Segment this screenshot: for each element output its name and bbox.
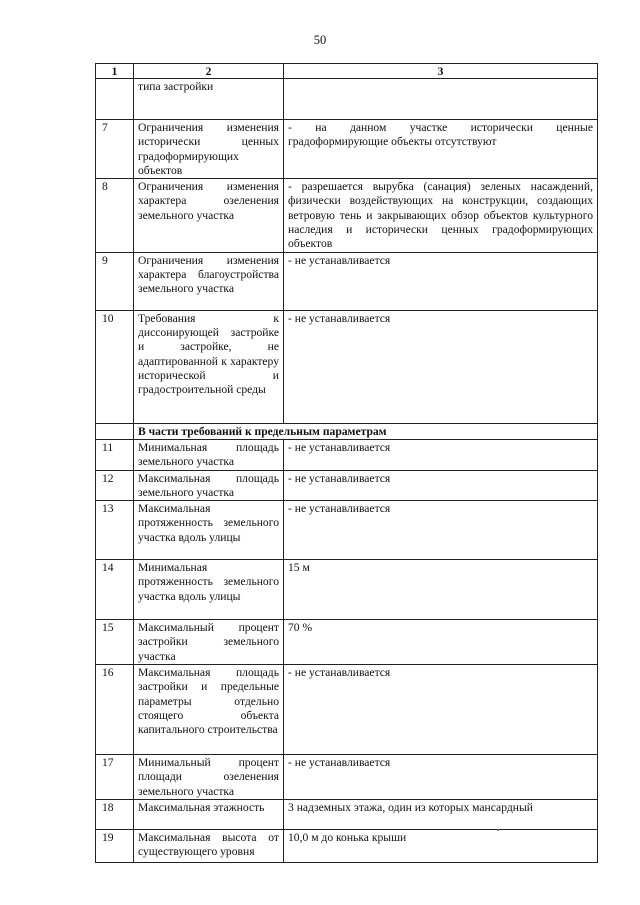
section-row [96, 423, 598, 439]
row-number: 13 [96, 501, 134, 560]
section-number-cell [96, 423, 134, 439]
table-row [96, 501, 598, 560]
table-row [96, 799, 598, 829]
row-value: - не устанавливается [284, 310, 598, 423]
row-number: 12 [96, 470, 134, 501]
header-col-1: 1 [96, 64, 134, 79]
header-col-2: 2 [134, 64, 284, 79]
row-number: 7 [96, 120, 134, 179]
scan-speck [497, 829, 499, 831]
row-value: - не устанавливается [284, 501, 598, 560]
row-name: Ограничения изменения исторически ценных градоформирующих объектов [134, 120, 284, 179]
row-number: 14 [96, 560, 134, 620]
row-value: 3 надземных этажа, один из которых мансардный [284, 799, 598, 829]
table-row [96, 179, 598, 252]
row-number: 9 [96, 252, 134, 310]
table-row [96, 755, 598, 800]
row-name: Максимальная этажность [134, 799, 284, 829]
row-number: 19 [96, 829, 134, 862]
row-name: Максимальный процент застройки земельного участка [134, 620, 284, 665]
row-name: Минимальный процент площади озеленения земельного участка [134, 755, 284, 800]
row-number: 8 [96, 179, 134, 252]
row-number: 15 [96, 620, 134, 665]
row-name: Максимальная высота от существующего уровня [134, 829, 284, 862]
row-value: - не устанавливается [284, 252, 598, 310]
row-value: - не устанавливается [284, 755, 598, 800]
table-row [96, 439, 598, 470]
row-name: Максимальная площадь застройки и предельные параметры отдельно стоящего объекта капитального строительства [134, 665, 284, 755]
row-name: Ограничения изменения характера озеленения земельного участка [134, 179, 284, 252]
row-name: Ограничения изменения характера благоустройства земельного участка [134, 252, 284, 310]
row-number: 18 [96, 799, 134, 829]
row-number: 17 [96, 755, 134, 800]
row-name: Минимальная протяженность земельного участка вдоль улицы [134, 560, 284, 620]
row-value: - на данном участке исторически ценные градоформирующие объекты отсутствуют [284, 120, 598, 179]
table-row [96, 79, 598, 120]
row-name: Максимальная протяженность земельного участка вдоль улицы [134, 501, 284, 560]
row-value: - не устанавливается [284, 439, 598, 470]
row-name: Минимальная площадь земельного участка [134, 439, 284, 470]
row-value: - не устанавливается [284, 665, 598, 755]
row-name: типа застройки [134, 79, 284, 120]
requirements-table [95, 63, 598, 863]
page-number: 50 [313, 33, 327, 47]
row-name: Требования к диссонирующей застройке и застройке, не адаптированной к характеру исторической и градостроительной среды [134, 310, 284, 423]
table-row [96, 620, 598, 665]
table-row [96, 665, 598, 755]
row-value [284, 79, 598, 120]
row-value: - разрешается вырубка (санация) зеленых насаждений, физически воздействующих на конструкции, создающих ветровую тень и закрывающих обзор объектов культурного наследия и исторически ценных градоформирующих объектов [284, 179, 598, 252]
table-row [96, 120, 598, 179]
table-header-row [96, 64, 598, 79]
row-value: 70 % [284, 620, 598, 665]
row-number: 16 [96, 665, 134, 755]
table-row [96, 310, 598, 423]
table-row [96, 252, 598, 310]
row-name: Максимальная площадь земельного участка [134, 470, 284, 501]
row-number [96, 79, 134, 120]
row-number: 11 [96, 439, 134, 470]
section-title: В части требований к предельным параметрам [134, 423, 598, 439]
table-row [96, 560, 598, 620]
row-value: 15 м [284, 560, 598, 620]
header-col-3: 3 [284, 64, 598, 79]
row-value: 10,0 м до конька крыши [284, 829, 598, 862]
row-value: - не устанавливается [284, 470, 598, 501]
row-number: 10 [96, 310, 134, 423]
table-row [96, 470, 598, 501]
table-row [96, 829, 598, 862]
